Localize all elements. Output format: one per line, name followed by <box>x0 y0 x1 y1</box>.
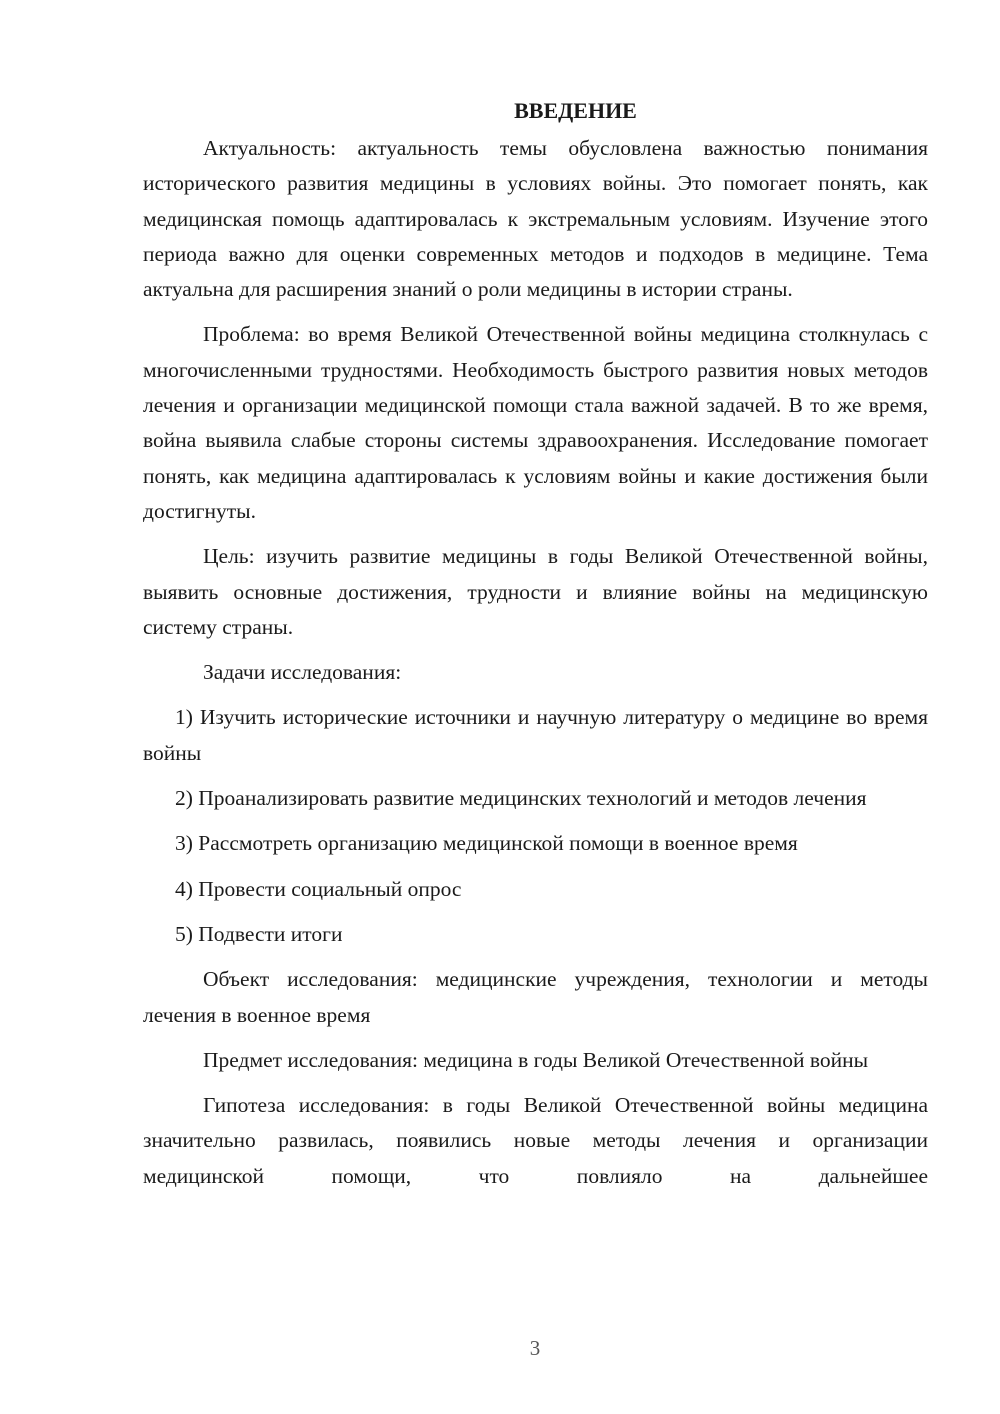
task-item-5: 5) Подвести итоги <box>175 921 343 946</box>
section-title: ВВЕДЕНИЕ <box>514 98 637 123</box>
object-paragraph: Объект исследования: медицинские учреждения, технологии и методы лечения в военное время <box>143 967 928 1027</box>
goal-paragraph: Цель: изучить развитие медицины в годы Великой Отечественной войны, выявить основные достижения, трудности и влияние войны на медицинскую систему страны. <box>143 544 928 639</box>
task-item-3: 3) Рассмотреть организацию медицинской помощи в военное время <box>175 831 798 856</box>
problem-paragraph: Проблема: во время Великой Отечественной войны медицина столкнулась с многочисленными трудностями. Необходимость быстрого развития новых методов лечения и организации медицинской помощи стала важной задачей. В то же время, война выявила слабые стороны системы здравоохранения. Исследование помогает понять, как медицина адаптировалась к условиям войны и какие достижения были достигнуты. <box>143 322 928 523</box>
task-item-4: 4) Провести социальный опрос <box>175 876 462 901</box>
hypothesis-paragraph: Гипотеза исследования: в годы Великой Отечественной войны медицина значительно развилась, появились новые методы лечения и организации медицинской помощи, что повлияло на дальнейшее <box>143 1093 928 1188</box>
task-item-2: 2) Проанализировать развитие медицинских технологий и методов лечения <box>175 786 867 811</box>
task-item-1: 1) Изучить исторические источники и научную литературу о медицине во время войны <box>143 705 928 765</box>
document-page <box>143 96 928 1194</box>
relevance-paragraph: Актуальность: актуальность темы обусловлена важностью понимания исторического развития медицины в условиях войны. Это помогает понять, как медицинская помощь адаптировалась к экстремальным условиям. Изучение этого периода важно для оценки современных методов и подходов в медицине. Тема актуальна для расширения знаний о роли медицины в истории страны. <box>143 136 928 302</box>
tasks-heading: Задачи исследования: <box>203 660 402 685</box>
page-number: 3 <box>529 1336 541 1360</box>
subject-paragraph: Предмет исследования: медицина в годы Великой Отечественной войны <box>203 1047 869 1072</box>
